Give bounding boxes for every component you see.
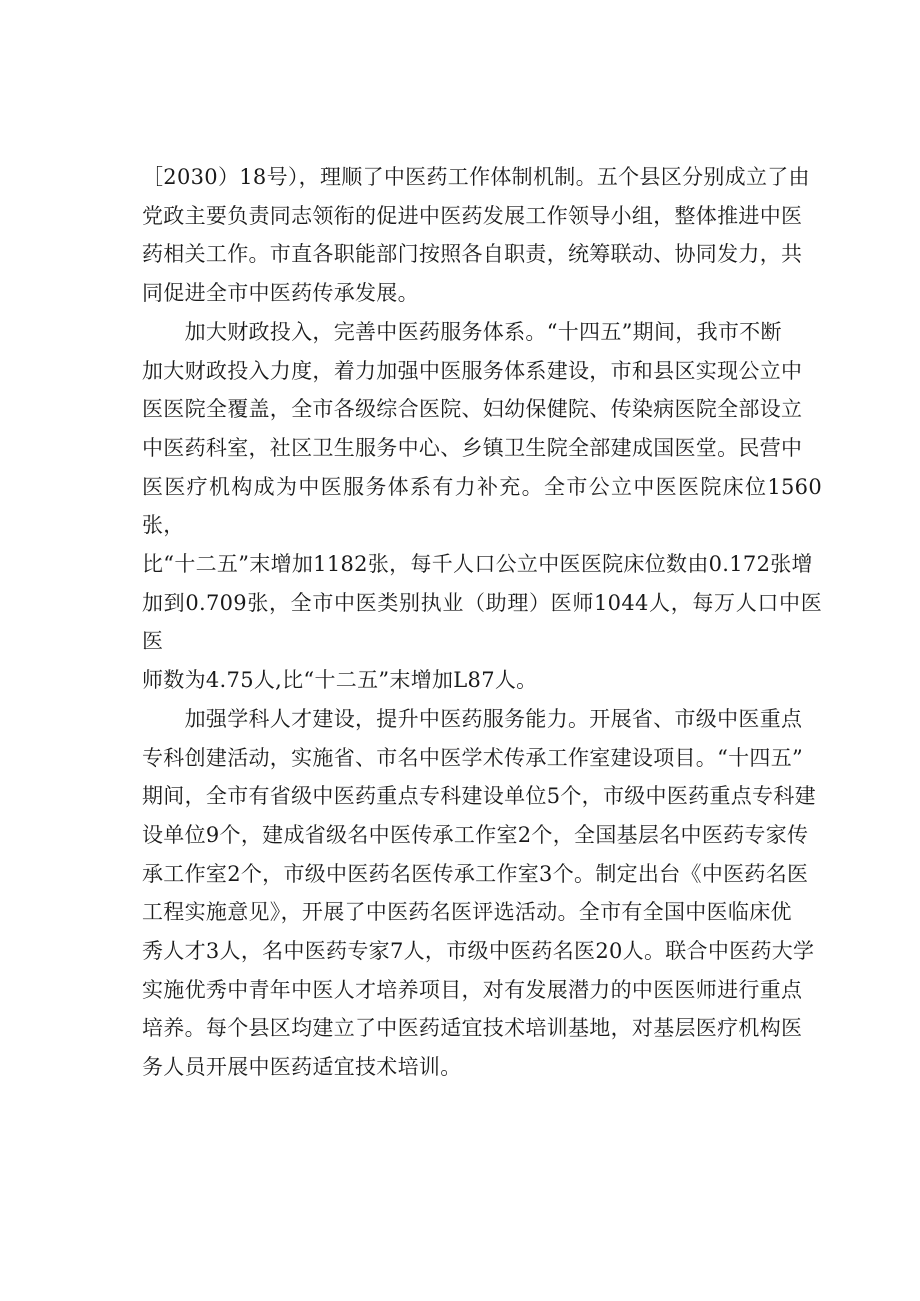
text-line: 加大财政投入，完善中医药服务体系。“十四五”期间，我市不断 — [142, 319, 782, 344]
text-line: 专科创建活动，实施省、市名中医学术传承工作室建设项目。“十四五” — [142, 745, 804, 770]
text-line: 医医疗机构成为中医服务体系有力补充。全市公立中医医院床位1560张， — [142, 474, 822, 538]
paragraph-talent-building — [142, 700, 822, 1087]
text-line: 药相关工作。市直各职能部门按照各自职责，统筹联动、协同发力，共 — [142, 242, 803, 267]
text-line: 比“十二五”末增加1182张，每千人口公立中医医院床位数由0.172张增 — [142, 552, 813, 577]
paragraph-governance — [142, 158, 822, 313]
text-line: ［2030）18号），理顺了中医药工作体制机制。五个县区分别成立了由 — [142, 165, 810, 189]
text-line: 医医院全覆盖，全市各级综合医院、妇幼保健院、传染病医院全部设立 — [142, 397, 803, 422]
text-line: 加强学科人才建设，提升中医药服务能力。开展省、市级中医重点 — [142, 706, 803, 731]
text-line: 务人员开展中医药适宜技术培训。 — [142, 1055, 462, 1080]
text-line: 同促进全市中医药传承发展。 — [142, 281, 419, 306]
document-body — [142, 158, 822, 1087]
text-line: 承工作室2个，市级中医药名医传承工作室3个。制定出台《中医药名医 — [142, 861, 809, 886]
text-line: 加到0.709张，全市中医类别执业（助理）医师1044人，每万人口中医医 — [142, 590, 822, 654]
text-line: 期间，全市有省级中医药重点专科建设单位5个，市级中医药重点专科建 — [142, 784, 816, 809]
text-line: 培养。每个县区均建立了中医药适宜技术培训基地，对基层医疗机构医 — [142, 1016, 803, 1041]
text-line: 中医药科室，社区卫生服务中心、乡镇卫生院全部建成国医堂。民营中 — [142, 435, 803, 460]
text-line: 秀人才3人，名中医药专家7人，市级中医药名医20人。联合中医药大学 — [142, 939, 815, 964]
text-line: 加大财政投入力度，着力加强中医服务体系建设，市和县区实现公立中 — [142, 358, 803, 383]
text-line: 党政主要负责同志领衔的促进中医药发展工作领导小组，整体推进中医 — [142, 203, 803, 228]
text-line: 工程实施意见》，开展了中医药名医评选活动。全市有全国中医临床优 — [142, 900, 792, 925]
text-line: 实施优秀中青年中医人才培养项目，对有发展潜力的中医医师进行重点 — [142, 977, 803, 1002]
paragraph-financial-investment — [142, 313, 822, 700]
text-line: 师数为4.75人,比“十二五”末增加L87人。 — [142, 668, 538, 693]
text-line: 设单位9个，建成省级名中医传承工作室2个，全国基层名中医药专家传 — [142, 822, 809, 847]
